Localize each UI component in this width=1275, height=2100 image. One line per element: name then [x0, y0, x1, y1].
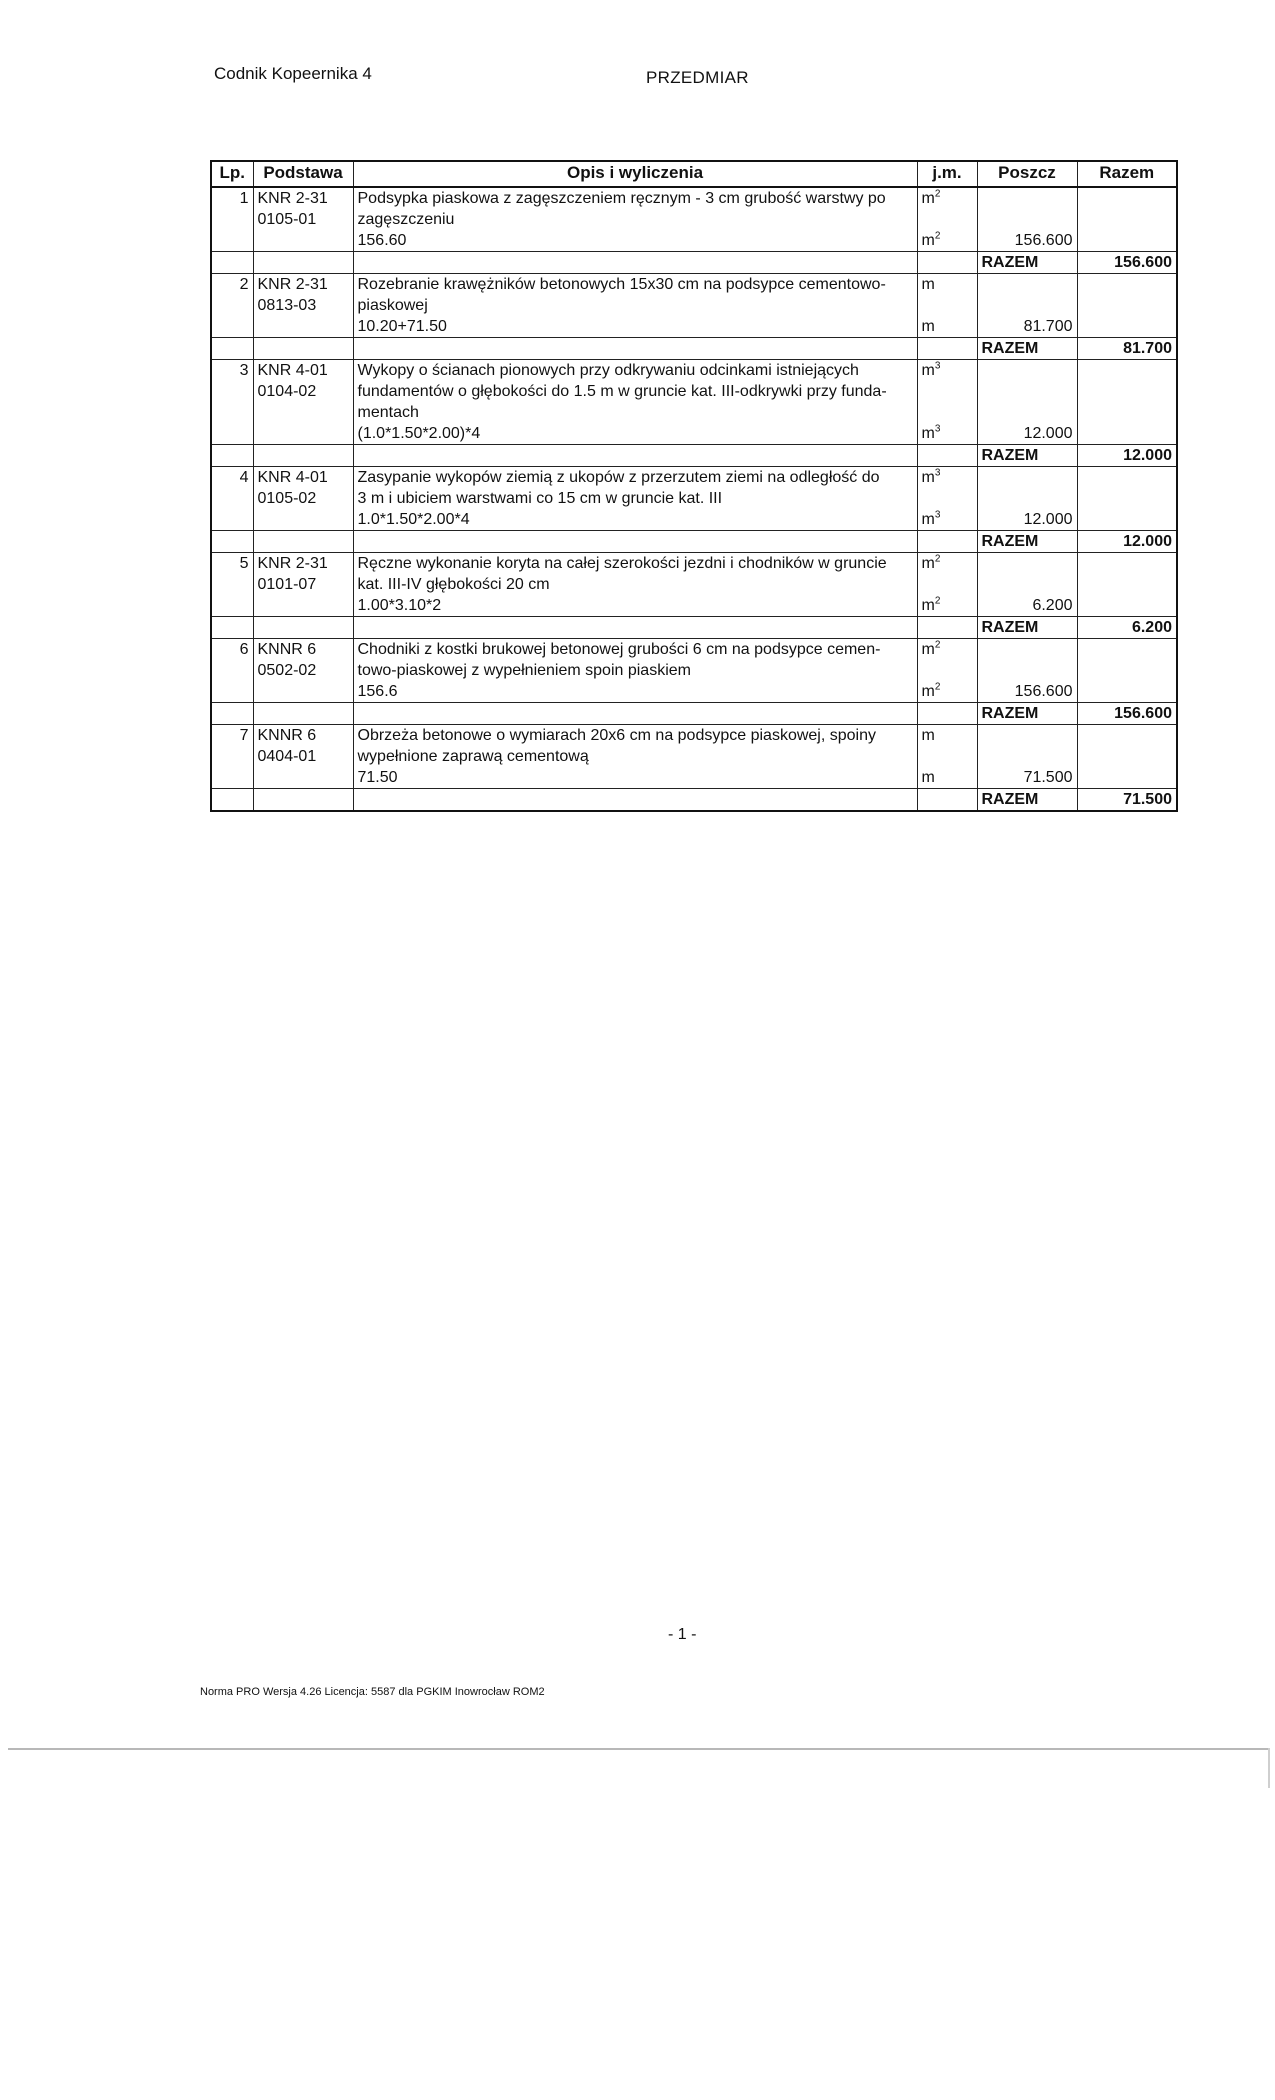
item-sum-row	[211, 617, 1177, 639]
item-lp-cont	[211, 660, 253, 681]
item-description-line: piaskowej	[353, 295, 917, 316]
item-calc-podstawa	[253, 595, 353, 617]
item-calc-unit-exponent: 2	[934, 681, 941, 693]
item-calc-podstawa	[253, 316, 353, 338]
item-lp-cont	[211, 402, 253, 423]
item-calc-unit	[917, 767, 977, 789]
item-razem-label: RAZEM	[977, 617, 1077, 639]
item-unit	[917, 639, 977, 661]
item-sum-jm	[917, 617, 977, 639]
item-razem-cont	[1077, 639, 1177, 661]
item-description-line: Wykopy o ścianach pionowych przy odkrywaniu odcinkami istniejących	[353, 360, 917, 382]
item-unit-base: m	[921, 555, 935, 572]
item-calc-lp	[211, 767, 253, 789]
item-sum-lp	[211, 703, 253, 725]
item-razem-cont	[1077, 746, 1177, 767]
item-calc-razem	[1077, 230, 1177, 252]
item-unit-cont	[917, 660, 977, 681]
item-podstawa: 0105-01	[253, 209, 353, 230]
item-unit-cont	[917, 488, 977, 509]
item-sum-jm	[917, 531, 977, 553]
item-podstawa: 0105-02	[253, 488, 353, 509]
item-desc-row	[211, 360, 1177, 382]
item-unit-base: m	[921, 362, 935, 379]
item-poszcz-value: 12.000	[977, 509, 1077, 531]
item-lp: 4	[211, 467, 253, 489]
item-calc-unit-base: m	[921, 511, 935, 528]
item-desc-row	[211, 381, 1177, 402]
item-poszcz-cont	[977, 553, 1077, 575]
col-header-lp: Lp.	[211, 161, 253, 187]
item-calc-row	[211, 681, 1177, 703]
item-calc-podstawa	[253, 767, 353, 789]
item-calc-unit	[917, 681, 977, 703]
item-podstawa: KNR 4-01	[253, 467, 353, 489]
item-calc-row	[211, 595, 1177, 617]
item-calculation: 1.0*1.50*2.00*4	[353, 509, 917, 531]
item-unit-cont	[917, 295, 977, 316]
item-razem-value: 81.700	[1077, 338, 1177, 360]
item-razem-cont	[1077, 187, 1177, 209]
item-description-line: zagęszczeniu	[353, 209, 917, 230]
item-lp-cont	[211, 574, 253, 595]
item-lp-cont	[211, 209, 253, 230]
item-podstawa: 0404-01	[253, 746, 353, 767]
item-sum-jm	[917, 338, 977, 360]
item-sum-lp	[211, 617, 253, 639]
item-calc-lp	[211, 423, 253, 445]
item-sum-opis	[353, 252, 917, 274]
item-unit-base: m	[921, 469, 935, 486]
item-calc-unit-exponent: 2	[934, 595, 941, 607]
item-sum-podstawa	[253, 617, 353, 639]
item-calc-unit	[917, 423, 977, 445]
item-lp: 6	[211, 639, 253, 661]
item-razem-label: RAZEM	[977, 789, 1077, 812]
item-lp-cont	[211, 488, 253, 509]
item-razem-value: 156.600	[1077, 703, 1177, 725]
item-poszcz-value: 12.000	[977, 423, 1077, 445]
scan-edge-divider	[8, 1748, 1270, 1750]
item-sum-opis	[353, 445, 917, 467]
item-lp: 7	[211, 725, 253, 747]
item-calc-unit-base: m	[921, 769, 935, 786]
item-desc-row	[211, 295, 1177, 316]
item-description-line: Chodniki z kostki brukowej betonowej grubości 6 cm na podsypce cemen-	[353, 639, 917, 661]
col-header-jm: j.m.	[917, 161, 977, 187]
item-calc-razem	[1077, 509, 1177, 531]
item-sum-podstawa	[253, 252, 353, 274]
col-header-podstawa: Podstawa	[253, 161, 353, 187]
item-poszcz-cont	[977, 725, 1077, 747]
item-calc-razem	[1077, 595, 1177, 617]
item-sum-lp	[211, 252, 253, 274]
items-body	[211, 187, 1177, 811]
item-calc-podstawa	[253, 681, 353, 703]
item-calculation: 1.00*3.10*2	[353, 595, 917, 617]
item-poszcz-value: 156.600	[977, 681, 1077, 703]
page-number: - 1 -	[668, 1626, 697, 1643]
item-calc-row	[211, 423, 1177, 445]
item-sum-row	[211, 445, 1177, 467]
item-sum-row	[211, 703, 1177, 725]
item-razem-label: RAZEM	[977, 445, 1077, 467]
item-podstawa: 0101-07	[253, 574, 353, 595]
item-description-line: wypełnione zaprawą cementową	[353, 746, 917, 767]
item-description-line: Podsypka piaskowa z zagęszczeniem ręcznym - 3 cm grubość warstwy po	[353, 187, 917, 209]
item-calc-unit-base: m	[921, 683, 935, 700]
item-sum-row	[211, 338, 1177, 360]
item-razem-label: RAZEM	[977, 703, 1077, 725]
item-desc-row	[211, 574, 1177, 595]
przedmiar-table	[210, 160, 1178, 812]
item-calc-razem	[1077, 316, 1177, 338]
item-calc-unit-exponent: 2	[934, 230, 941, 242]
item-calc-podstawa	[253, 230, 353, 252]
item-description-line: Zasypanie wykopów ziemią z ukopów z przerzutem ziemi na odległość do	[353, 467, 917, 489]
item-razem-cont	[1077, 381, 1177, 402]
item-unit	[917, 274, 977, 296]
item-calc-unit	[917, 316, 977, 338]
item-sum-podstawa	[253, 338, 353, 360]
item-desc-row	[211, 725, 1177, 747]
item-sum-row	[211, 531, 1177, 553]
item-desc-row	[211, 660, 1177, 681]
item-razem-label: RAZEM	[977, 252, 1077, 274]
item-razem-cont	[1077, 467, 1177, 489]
item-podstawa: 0502-02	[253, 660, 353, 681]
item-calc-lp	[211, 230, 253, 252]
item-poszcz-cont	[977, 488, 1077, 509]
item-poszcz-cont	[977, 660, 1077, 681]
item-description-line: fundamentów o głębokości do 1.5 m w gruncie kat. III-odkrywki przy funda-	[353, 381, 917, 402]
item-calc-unit-base: m	[921, 232, 935, 249]
item-lp: 3	[211, 360, 253, 382]
software-footer: Norma PRO Wersja 4.26 Licencja: 5587 dla PGKIM Inowrocław ROM2	[200, 1686, 545, 1698]
item-unit-cont	[917, 209, 977, 230]
item-razem-cont	[1077, 725, 1177, 747]
item-calc-lp	[211, 316, 253, 338]
item-lp: 5	[211, 553, 253, 575]
item-poszcz-cont	[977, 402, 1077, 423]
item-desc-row	[211, 746, 1177, 767]
item-podstawa: 0813-03	[253, 295, 353, 316]
item-sum-opis	[353, 338, 917, 360]
item-podstawa	[253, 402, 353, 423]
item-sum-lp	[211, 338, 253, 360]
item-poszcz-value: 6.200	[977, 595, 1077, 617]
item-calc-unit-base: m	[921, 318, 935, 335]
item-calc-lp	[211, 681, 253, 703]
item-poszcz-value: 156.600	[977, 230, 1077, 252]
item-unit-cont	[917, 381, 977, 402]
col-header-poszcz: Poszcz	[977, 161, 1077, 187]
item-unit-base: m	[921, 190, 935, 207]
item-poszcz-value: 81.700	[977, 316, 1077, 338]
item-razem-cont	[1077, 402, 1177, 423]
item-calculation: 156.60	[353, 230, 917, 252]
item-desc-row	[211, 488, 1177, 509]
item-calc-row	[211, 316, 1177, 338]
item-calc-unit-exponent: 3	[934, 423, 941, 435]
item-razem-cont	[1077, 660, 1177, 681]
item-lp: 1	[211, 187, 253, 209]
item-sum-opis	[353, 617, 917, 639]
item-sum-opis	[353, 703, 917, 725]
item-razem-value: 156.600	[1077, 252, 1177, 274]
item-sum-opis	[353, 789, 917, 812]
item-calc-lp	[211, 595, 253, 617]
item-desc-row	[211, 187, 1177, 209]
item-description-line: Ręczne wykonanie koryta na całej szerokości jezdni i chodników w gruncie	[353, 553, 917, 575]
item-calc-razem	[1077, 767, 1177, 789]
item-poszcz-cont	[977, 746, 1077, 767]
item-unit-base: m	[921, 727, 935, 744]
col-header-razem: Razem	[1077, 161, 1177, 187]
item-razem-value: 71.500	[1077, 789, 1177, 812]
item-description-line: towo-piaskowej z wypełnieniem spoin piaskiem	[353, 660, 917, 681]
item-calc-razem	[1077, 681, 1177, 703]
item-podstawa: 0104-02	[253, 381, 353, 402]
item-calculation: 71.50	[353, 767, 917, 789]
item-podstawa: KNR 2-31	[253, 187, 353, 209]
item-poszcz-cont	[977, 360, 1077, 382]
item-razem-cont	[1077, 274, 1177, 296]
item-unit	[917, 553, 977, 575]
item-calc-unit	[917, 230, 977, 252]
item-poszcz-cont	[977, 381, 1077, 402]
item-sum-jm	[917, 445, 977, 467]
item-description-line: Obrzeża betonowe o wymiarach 20x6 cm na podsypce piaskowej, spoiny	[353, 725, 917, 747]
document-location: Codnik Kopeernika 4	[214, 64, 372, 83]
item-unit	[917, 187, 977, 209]
item-calc-row	[211, 230, 1177, 252]
item-desc-row	[211, 467, 1177, 489]
item-poszcz-cont	[977, 209, 1077, 230]
item-podstawa: KNR 4-01	[253, 360, 353, 382]
item-sum-jm	[917, 789, 977, 812]
item-razem-cont	[1077, 360, 1177, 382]
item-sum-opis	[353, 531, 917, 553]
item-description-line: mentach	[353, 402, 917, 423]
item-poszcz-cont	[977, 274, 1077, 296]
item-unit-exponent: 2	[934, 188, 941, 200]
item-razem-label: RAZEM	[977, 531, 1077, 553]
item-calc-unit	[917, 595, 977, 617]
table-header-row	[211, 161, 1177, 187]
item-podstawa: KNR 2-31	[253, 553, 353, 575]
item-calc-lp	[211, 509, 253, 531]
item-podstawa: KNR 2-31	[253, 274, 353, 296]
item-desc-row	[211, 639, 1177, 661]
item-lp-cont	[211, 381, 253, 402]
item-razem-value: 12.000	[1077, 445, 1177, 467]
item-podstawa: KNNR 6	[253, 725, 353, 747]
item-lp-cont	[211, 746, 253, 767]
item-calculation: (1.0*1.50*2.00)*4	[353, 423, 917, 445]
item-description-line: 3 m i ubiciem warstwami co 15 cm w gruncie kat. III	[353, 488, 917, 509]
item-desc-row	[211, 274, 1177, 296]
item-razem-cont	[1077, 295, 1177, 316]
item-lp: 2	[211, 274, 253, 296]
item-razem-cont	[1077, 574, 1177, 595]
item-sum-lp	[211, 445, 253, 467]
item-calc-unit-base: m	[921, 425, 935, 442]
item-unit-base: m	[921, 276, 935, 293]
item-desc-row	[211, 209, 1177, 230]
item-razem-cont	[1077, 553, 1177, 575]
item-calc-row	[211, 509, 1177, 531]
item-calc-unit-exponent: 3	[934, 509, 941, 521]
item-razem-cont	[1077, 488, 1177, 509]
item-razem-label: RAZEM	[977, 338, 1077, 360]
item-unit-cont	[917, 402, 977, 423]
item-calc-podstawa	[253, 509, 353, 531]
item-poszcz-cont	[977, 187, 1077, 209]
item-unit-exponent: 3	[934, 360, 941, 372]
item-poszcz-cont	[977, 574, 1077, 595]
col-header-opis: Opis i wyliczenia	[353, 161, 917, 187]
item-calculation: 10.20+71.50	[353, 316, 917, 338]
item-poszcz-cont	[977, 467, 1077, 489]
item-sum-jm	[917, 703, 977, 725]
item-lp-cont	[211, 295, 253, 316]
item-podstawa: KNNR 6	[253, 639, 353, 661]
item-calc-razem	[1077, 423, 1177, 445]
item-unit	[917, 467, 977, 489]
item-sum-row	[211, 789, 1177, 812]
item-sum-podstawa	[253, 789, 353, 812]
item-sum-jm	[917, 252, 977, 274]
item-calc-unit	[917, 509, 977, 531]
item-razem-value: 6.200	[1077, 617, 1177, 639]
item-poszcz-cont	[977, 295, 1077, 316]
item-unit-cont	[917, 746, 977, 767]
item-sum-podstawa	[253, 703, 353, 725]
item-poszcz-value: 71.500	[977, 767, 1077, 789]
item-unit-exponent: 2	[934, 553, 941, 565]
item-calc-podstawa	[253, 423, 353, 445]
item-unit-exponent: 2	[934, 639, 941, 651]
przedmiar-sheet	[210, 160, 1176, 812]
item-desc-row	[211, 402, 1177, 423]
item-poszcz-cont	[977, 639, 1077, 661]
item-desc-row	[211, 553, 1177, 575]
item-description-line: kat. III-IV głębokości 20 cm	[353, 574, 917, 595]
item-sum-lp	[211, 789, 253, 812]
item-unit-cont	[917, 574, 977, 595]
scan-edge-corner	[1268, 1748, 1270, 1788]
item-calc-row	[211, 767, 1177, 789]
item-unit	[917, 360, 977, 382]
item-unit-exponent: 3	[934, 467, 941, 479]
item-calc-unit-base: m	[921, 597, 935, 614]
item-sum-podstawa	[253, 445, 353, 467]
item-razem-cont	[1077, 209, 1177, 230]
item-sum-row	[211, 252, 1177, 274]
item-unit-base: m	[921, 641, 935, 658]
item-razem-value: 12.000	[1077, 531, 1177, 553]
item-calculation: 156.6	[353, 681, 917, 703]
item-sum-podstawa	[253, 531, 353, 553]
document-title: PRZEDMIAR	[646, 68, 749, 87]
item-description-line: Rozebranie krawężników betonowych 15x30 cm na podsypce cementowo-	[353, 274, 917, 296]
item-sum-lp	[211, 531, 253, 553]
item-unit	[917, 725, 977, 747]
